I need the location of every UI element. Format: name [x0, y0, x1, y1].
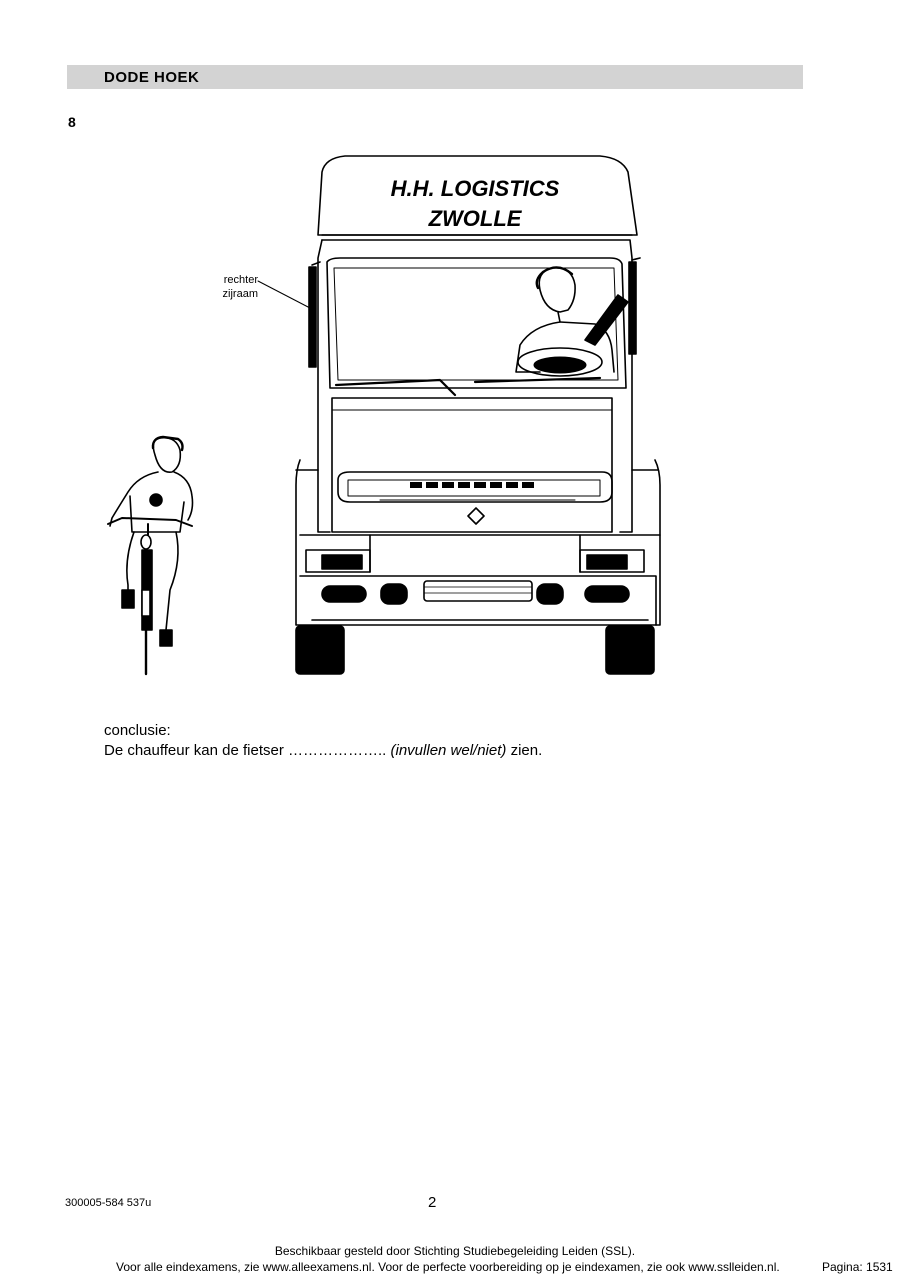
callout-label-line1: rechter	[223, 274, 258, 286]
conclusion-sentence-end: zien.	[506, 742, 543, 759]
conclusion-hint: (invullen wel/niet)	[390, 742, 507, 759]
blind-spot-illustration	[0, 140, 910, 700]
callout-label-line2: zijraam	[222, 288, 258, 300]
question-number: 8	[68, 114, 76, 130]
cyclist-drawing	[108, 437, 193, 674]
truck-drawing	[296, 156, 660, 674]
truck-text-line1: H.H. LOGISTICS	[390, 176, 560, 201]
footer-pagina: Pagina: 1531	[822, 1260, 893, 1274]
conclusion-label: conclusie:	[104, 722, 171, 739]
callout-leader-line	[258, 281, 310, 308]
page-number: 2	[428, 1194, 437, 1211]
truck-driver	[516, 267, 628, 376]
truck-text-line2: ZWOLLE	[428, 206, 522, 231]
conclusion-sentence-start: De chauffeur kan de fietser ………………..	[104, 742, 391, 759]
footer-credit-line: Beschikbaar gesteld door Stichting Studiebegeleiding Leiden (SSL).	[274, 1244, 636, 1258]
section-header-bar	[67, 65, 803, 89]
document-code: 300005-584 537u	[65, 1197, 152, 1209]
footer-links-line: Voor alle eindexamens, zie www.alleexamens.nl. Voor de perfecte voorbereiding op je eindexamen, zie ook www.sslleiden.nl.	[116, 1260, 780, 1274]
conclusion-sentence	[104, 742, 542, 759]
section-title: DODE HOEK	[104, 69, 200, 86]
